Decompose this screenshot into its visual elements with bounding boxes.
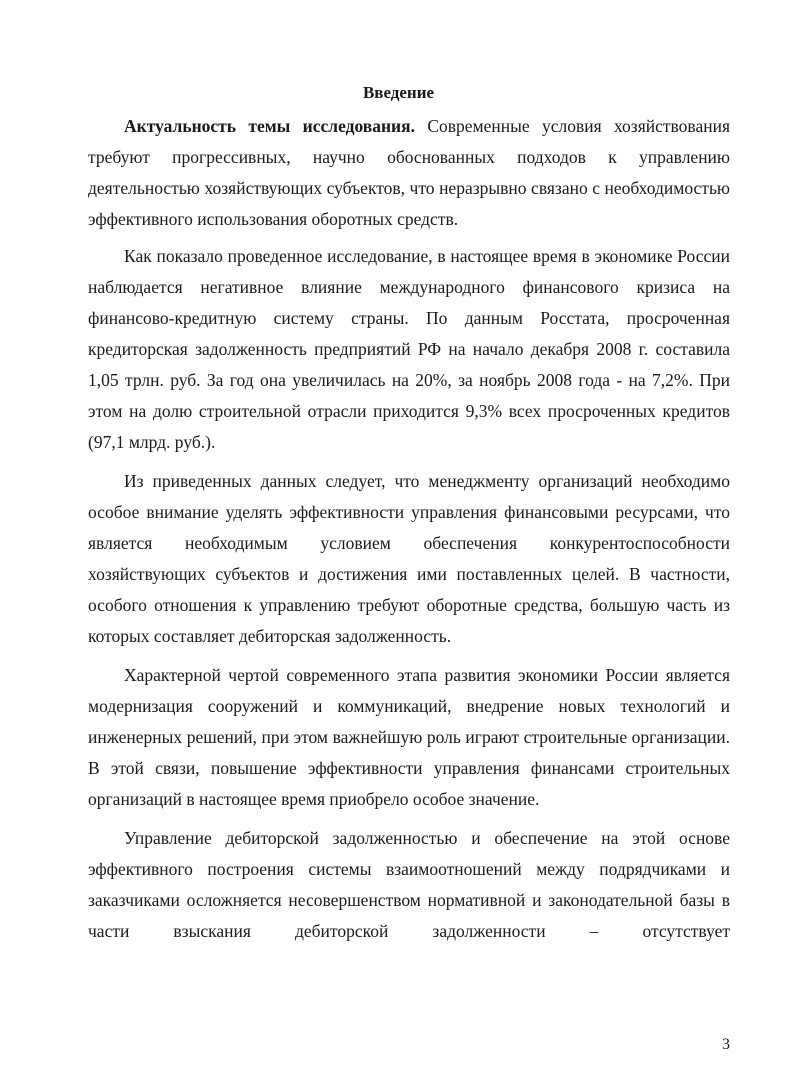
paragraph-crisis: Как показало проведенное исследование, в настоящее время в экономике России наблюдается негативное влияние международного финансового кризиса на финансово-кредитную систему страны. По данным Росстата, просроченная кредиторская задолженность предприятий РФ на начало декабря 2008 г. составила 1,05 трлн. руб. За год она увеличилась на 20%, за ноябрь 2008 года - на 7,2%. При этом на долю строительной отрасли приходится 9,3% всех просроченных кредитов (97,1 млрд. руб.). [88, 246, 730, 452]
section-heading: Введение [362, 83, 435, 102]
body-text [88, 111, 730, 947]
paragraph-lead: Актуальность темы исследования. [124, 116, 415, 136]
page-number: 3 [722, 1036, 730, 1053]
paragraph-text: Современные условия хозяйствования требуют прогрессивных, научно обоснованных подходов к управлению деятельностью хозяйствующих субъектов, что неразрывно связано с необходимостью эффективного использования оборотных средств. [88, 116, 730, 229]
paragraph-management: Из приведенных данных следует, что менеджменту организаций необходимо особое внимание уделять эффективности управления финансовыми ресурсами, что является необходимым условием обеспечения конкурентоспособности хозяйствующих субъектов и достижения ими поставленных целей. В частности, особого отношения к управлению требуют оборотные средства, большую часть из которых составляет дебиторская задолженность. [88, 471, 730, 646]
paragraph-construction: Характерной чертой современного этапа развития экономики России является модернизация сооружений и коммуникаций, внедрение новых технологий и инженерных решений, при этом важнейшую роль играют строительные организации. В этой связи, повышение эффективности управления финансами строительных организаций в настоящее время приобрело особое значение. [88, 665, 730, 809]
paragraph-receivables: Управление дебиторской задолженностью и обеспечение на этой основе эффективного построения системы взаимоотношений между подрядчиками и заказчиками осложняется несовершенством нормативной и законодательной базы в части взыскания дебиторской задолженности – отсутствует [88, 828, 730, 941]
paragraph-relevance [88, 111, 730, 235]
